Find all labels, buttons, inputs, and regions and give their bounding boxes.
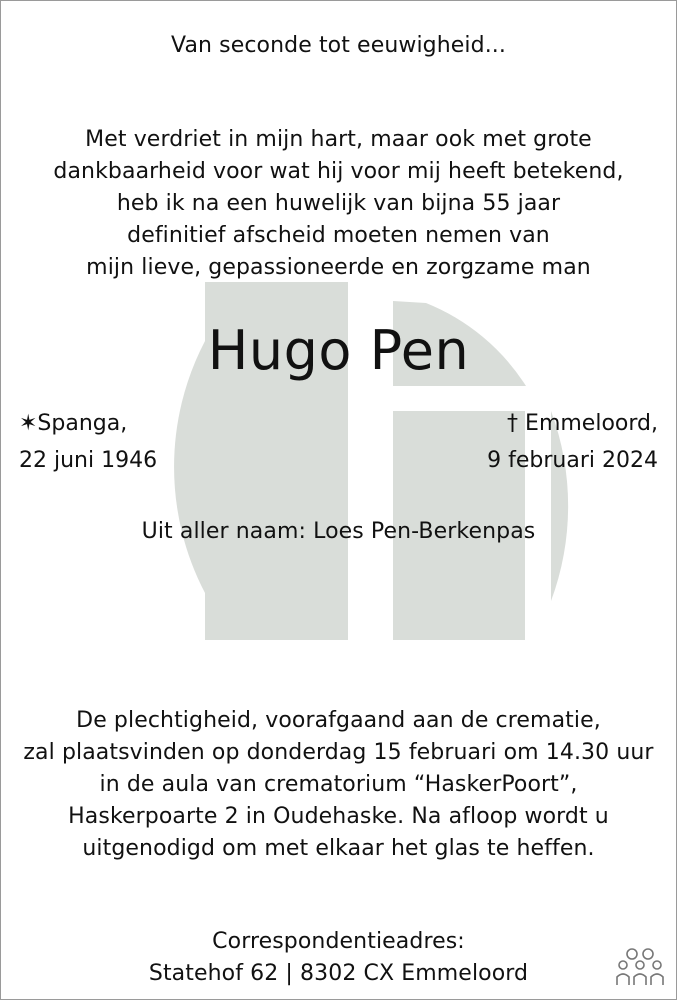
family-icon [615,947,665,987]
motto: Van seconde tot eeuwigheid... [171,33,506,58]
signed-by: Uit aller naam: Loes Pen-Berkenpas [141,519,536,544]
ceremony-line: uitgenodigd om met elkaar het glas te heffen. [82,836,595,861]
correspondence-address: Statehof 62 | 8302 CX Emmeloord [148,961,529,986]
ceremony-line: zal plaatsvinden op donderdag 15 februari om 14.30 uur [23,740,654,765]
death-date: 9 februari 2024 [487,448,658,473]
correspondence-label: Correspondentieadres: [212,929,465,954]
ceremony-line: De plechtigheid, voorafgaand aan de crematie, [76,708,601,733]
intro-line: definitief afscheid moeten nemen van [127,223,550,248]
intro-line: dankbaarheid voor wat hij voor mij heeft betekend, [53,159,624,184]
intro-line: Met verdriet in mijn hart, maar ook met grote [85,127,592,152]
intro-line: mijn lieve, gepassioneerde en zorgzame man [86,255,591,280]
intro-line: heb ik na een huwelijk van bijna 55 jaar [116,191,561,216]
deceased-name: Hugo Pen [207,319,470,382]
ceremony-line: in de aula van crematorium “HaskerPoort”, [99,772,578,797]
birth-place: ✶Spanga, [19,411,128,436]
birth-date: 22 juni 1946 [19,448,158,473]
ceremony-line: Haskerpoarte 2 in Oudehaske. Na afloop wordt u [68,804,609,829]
death-place: † Emmeloord, [507,411,658,436]
